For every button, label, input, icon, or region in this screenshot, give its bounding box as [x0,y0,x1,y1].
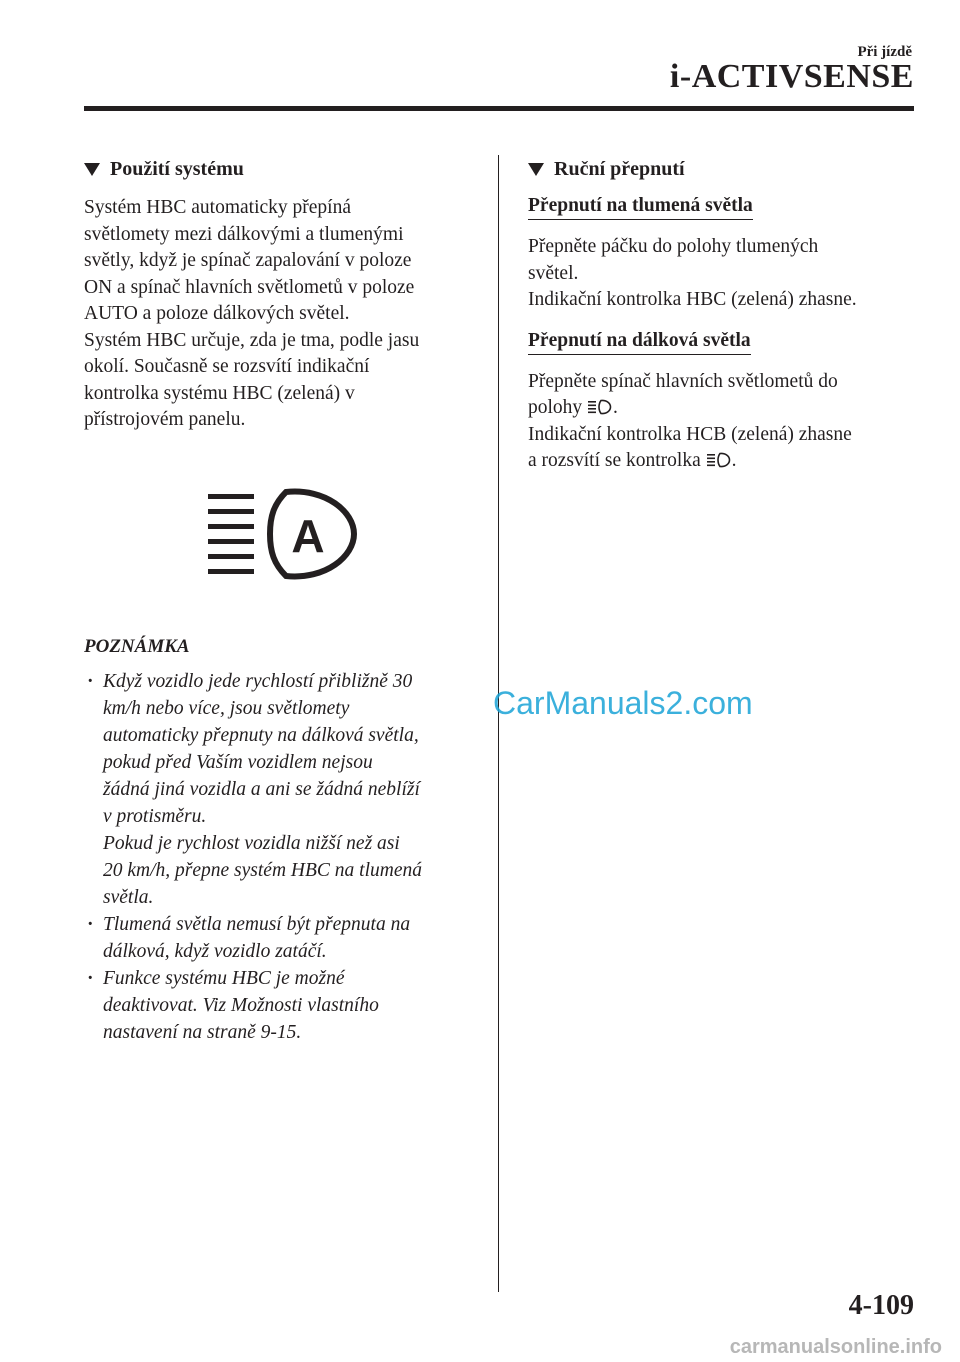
high-beam-subheading: Přepnutí na dálková světla [528,330,751,355]
note-title: POZNÁMKA [84,635,190,657]
text-line: světly, když je spínač zapalování v poloze [84,250,412,271]
left-column [84,158,476,1046]
header-title: i-ACTIVSENSE [669,58,914,95]
text-line: deaktivovat. Viz Možnosti vlastního [103,994,379,1016]
low-beam-subheading: Přepnutí na tlumená světla [528,195,753,220]
hbc-indicator-figure [84,486,476,596]
note-item [84,965,476,1046]
text-line: světla. [103,886,154,908]
text-line: Přepněte páčku do polohy tlumených [528,236,819,257]
high-beam-icon [707,452,731,468]
high-beam-icon [588,399,612,415]
text-line: Tlumená světla nemusí být přepnuta na [103,913,411,935]
header-section: Při jízdě [857,44,912,60]
note-list [84,668,476,1046]
left-heading-text: Použití systému [110,158,244,180]
text-line: Indikační kontrolka HCB (zelená) zhasne [528,423,852,445]
text-line: . [613,397,618,418]
text-line: pokud před Vaším vozidlem nejsou [103,751,373,773]
text-line: . [731,450,737,471]
text-line: AUTO a poloze dálkových světel. [84,303,350,324]
text-line: Indikační kontrolka HBC (zelená) zhasne. [528,289,857,310]
low-beam-block [528,195,918,314]
column-divider [498,155,499,1292]
header-rule [84,106,914,111]
note-item [84,668,476,911]
text-line: Systém HBC určuje, zda je tma, podle jasu [84,329,420,351]
text-line: přístrojovém panelu. [84,409,246,430]
text-line: km/h nebo více, jsou světlomety [103,697,350,719]
watermark: CarManuals2.com [493,685,753,721]
triangle-bullet-icon [84,163,100,176]
text-line: polohy [528,397,583,418]
icon-letter: A [291,509,325,562]
left-heading [84,158,476,181]
text-line: nastavení na straně 9-15. [103,1021,302,1043]
text-line: světel. [528,262,579,284]
page-number: 4-109 [848,1290,914,1321]
text-line: kontrolka systému HBC (zelená) v [84,382,355,404]
text-line: automaticky přepnuty na dálková světla, [103,724,419,746]
right-column [528,158,918,491]
high-beam-block [528,330,918,475]
text-line: Přepněte spínač hlavních světlometů do [528,370,838,392]
note-item [84,911,476,965]
text-line: v protisměru. [103,805,207,827]
text-line: ON a spínač hlavních světlometů v poloze [84,276,415,298]
text-line: Systém HBC automaticky přepíná [84,197,352,218]
right-heading [528,158,918,181]
text-line: světlomety mezi dálkovými a tlumenými [84,223,404,245]
text-line: Funkce systému HBC je možné [103,967,345,989]
text-line: okolí. Současně se rozsvítí indikační [84,356,370,377]
text-line: dálková, když vozidlo zatáčí. [103,940,327,962]
right-heading-text: Ruční přepnutí [554,158,685,180]
footer-watermark: carmanualsonline.info [729,1336,942,1358]
low-beam-text [528,234,918,314]
text-line: Pokud je rychlost vozidla nižší než asi [103,832,400,854]
text-line: Když vozidlo jede rychlostí přibližně 30 [103,670,413,692]
triangle-bullet-icon [528,163,544,176]
left-paragraph-2 [84,328,476,434]
high-beam-text [528,369,918,475]
text-line: a rozsvítí se kontrolka [528,450,701,471]
text-line: žádná jiná vozidla a ani se žádná neblíží [103,778,420,800]
left-paragraph-1 [84,195,476,328]
text-line: 20 km/h, přepne systém HBC na tlumená [103,859,422,881]
auto-high-beam-icon [204,486,364,582]
